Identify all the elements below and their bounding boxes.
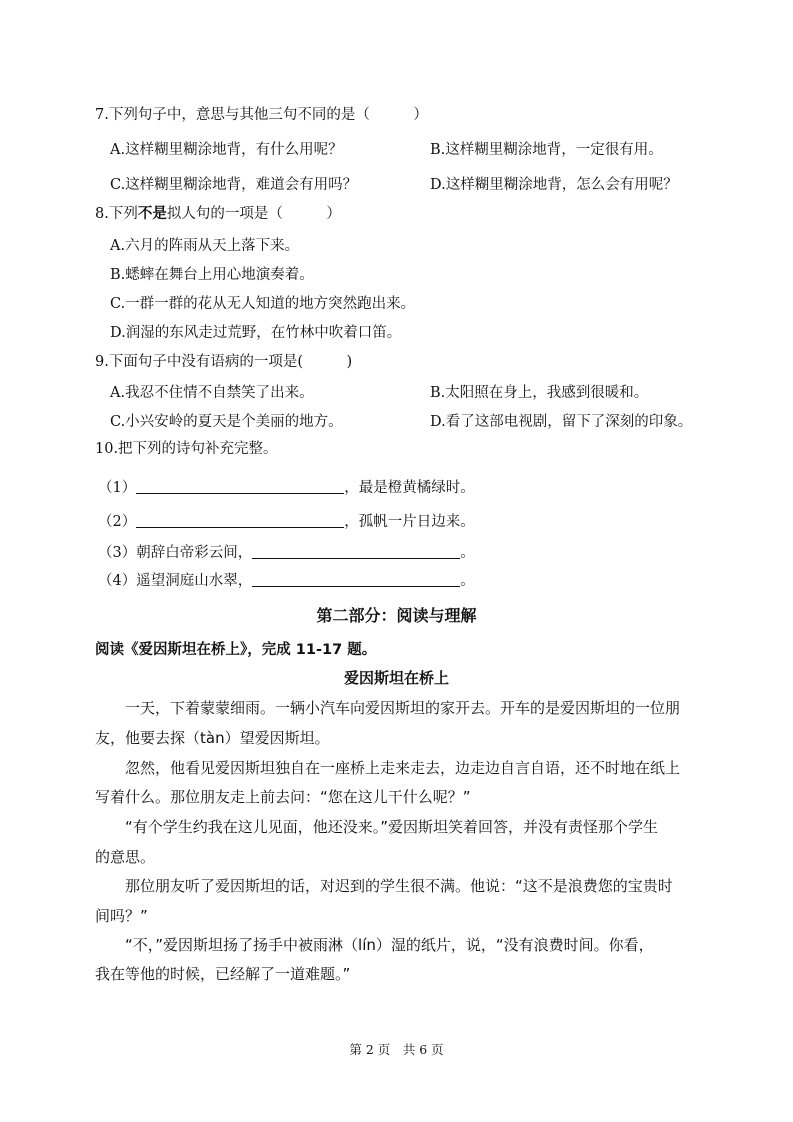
reading-instruction: 阅读《爱因斯坦在桥上》，完成 11-17 题。 xyxy=(95,642,377,658)
q10-item-number: （1） xyxy=(98,480,137,496)
q10-item-2 xyxy=(98,510,475,531)
q10-item-4 xyxy=(98,569,475,590)
q8-option-d: D.润湿的东风走过荒野，在竹林中吹着口笛。 xyxy=(110,325,402,341)
q7-option-a: A.这样糊里糊涂地背，有什么用呢？ xyxy=(110,142,343,158)
q10-item-number: （3） xyxy=(98,545,137,561)
q8-option-a: A.六月的阵雨从天上落下来。 xyxy=(110,238,300,254)
answer-blank[interactable] xyxy=(252,572,460,587)
q8-stem-post: 拟人句的一项是（ ） xyxy=(166,206,341,222)
article-line: 间吗？” xyxy=(95,907,148,925)
q9-option-d: D.看了这部电视剧，留下了深刻的印象。 xyxy=(430,414,693,430)
answer-blank[interactable] xyxy=(136,513,344,528)
article-line: “有个学生约我在这儿见面，他还没来。”爱因斯坦笑着回答，并没有责怪那个学生 xyxy=(95,818,659,836)
q10-item-post: 。 xyxy=(460,573,475,589)
q7-option-c: C.这样糊里糊涂地背，难道会有用吗？ xyxy=(110,177,358,193)
q7-option-d: D.这样糊里糊涂地背，怎么会有用呢？ xyxy=(430,177,678,193)
q9-option-b: B.太阳照在身上，我感到很暖和。 xyxy=(430,385,649,401)
q8-option-b: B.蟋蟀在舞台上用心地演奏着。 xyxy=(110,267,314,283)
article-line: “不，”爱因斯坦扬了扬手中被雨淋（lín）湿的纸片，说，“没有浪费时间。你看， xyxy=(95,936,654,954)
article-line: 写着什么。那位朋友走上前去问：“您在这儿干什么呢？” xyxy=(95,788,471,806)
q10-item-pre: 遥望洞庭山水翠， xyxy=(136,573,253,589)
page-number: 第 2 页 共 6 页 xyxy=(349,1042,444,1057)
article-title: 爱因斯坦在桥上 xyxy=(343,669,449,687)
q10-item-1 xyxy=(98,476,475,497)
q8-stem-emphasis: 不是 xyxy=(137,205,167,222)
q10-item-pre: 朝辞白帝彩云间， xyxy=(136,545,253,561)
q8-stem xyxy=(95,202,341,223)
q10-item-post: ，最是橙黄橘绿时。 xyxy=(344,480,475,496)
q10-stem: 10.把下列的诗句补充完整。 xyxy=(95,441,278,457)
section-title: 第二部分：阅读与理解 xyxy=(316,606,477,625)
q9-option-c: C.小兴安岭的夏天是个美丽的地方。 xyxy=(110,414,343,430)
q7-stem: 7.下列句子中，意思与其他三句不同的是（ ） xyxy=(95,107,428,123)
q8-stem-pre: 8.下列 xyxy=(95,206,138,222)
article-line: 一天，下着蒙蒙细雨。一辆小汽车向爱因斯坦的家开去。开车的是爱因斯坦的一位朋 xyxy=(95,699,681,717)
q10-item-number: （2） xyxy=(98,514,137,530)
q8-option-c: C.一群一群的花从无人知道的地方突然跑出来。 xyxy=(110,296,416,312)
q10-item-post: ，孤帆一片日边来。 xyxy=(344,514,475,530)
q7-option-b: B.这样糊里糊涂地背，一定很有用。 xyxy=(430,142,663,158)
article-line: 友，他要去探（tàn）望爱因斯坦。 xyxy=(95,729,330,747)
q9-stem: 9.下面句子中没有语病的一项是( ) xyxy=(95,354,353,370)
q9-option-a: A.我忍不住情不自禁笑了出来。 xyxy=(110,385,314,401)
article-line: 的意思。 xyxy=(95,848,156,866)
article-line: 那位朋友听了爱因斯坦的话，对迟到的学生很不满。他说：“这不是浪费您的宝贵时 xyxy=(95,877,673,895)
q10-item-post: 。 xyxy=(460,545,475,561)
article-line: 我在等他的时候，已经解了一道难题。” xyxy=(95,965,351,983)
q10-item-number: （4） xyxy=(98,573,137,589)
article-line: 忽然，他看见爱因斯坦独自在一座桥上走来走去，边走边自言自语，还不时地在纸上 xyxy=(95,759,681,777)
answer-blank[interactable] xyxy=(252,544,460,559)
answer-blank[interactable] xyxy=(136,479,344,494)
q10-item-3 xyxy=(98,541,475,562)
